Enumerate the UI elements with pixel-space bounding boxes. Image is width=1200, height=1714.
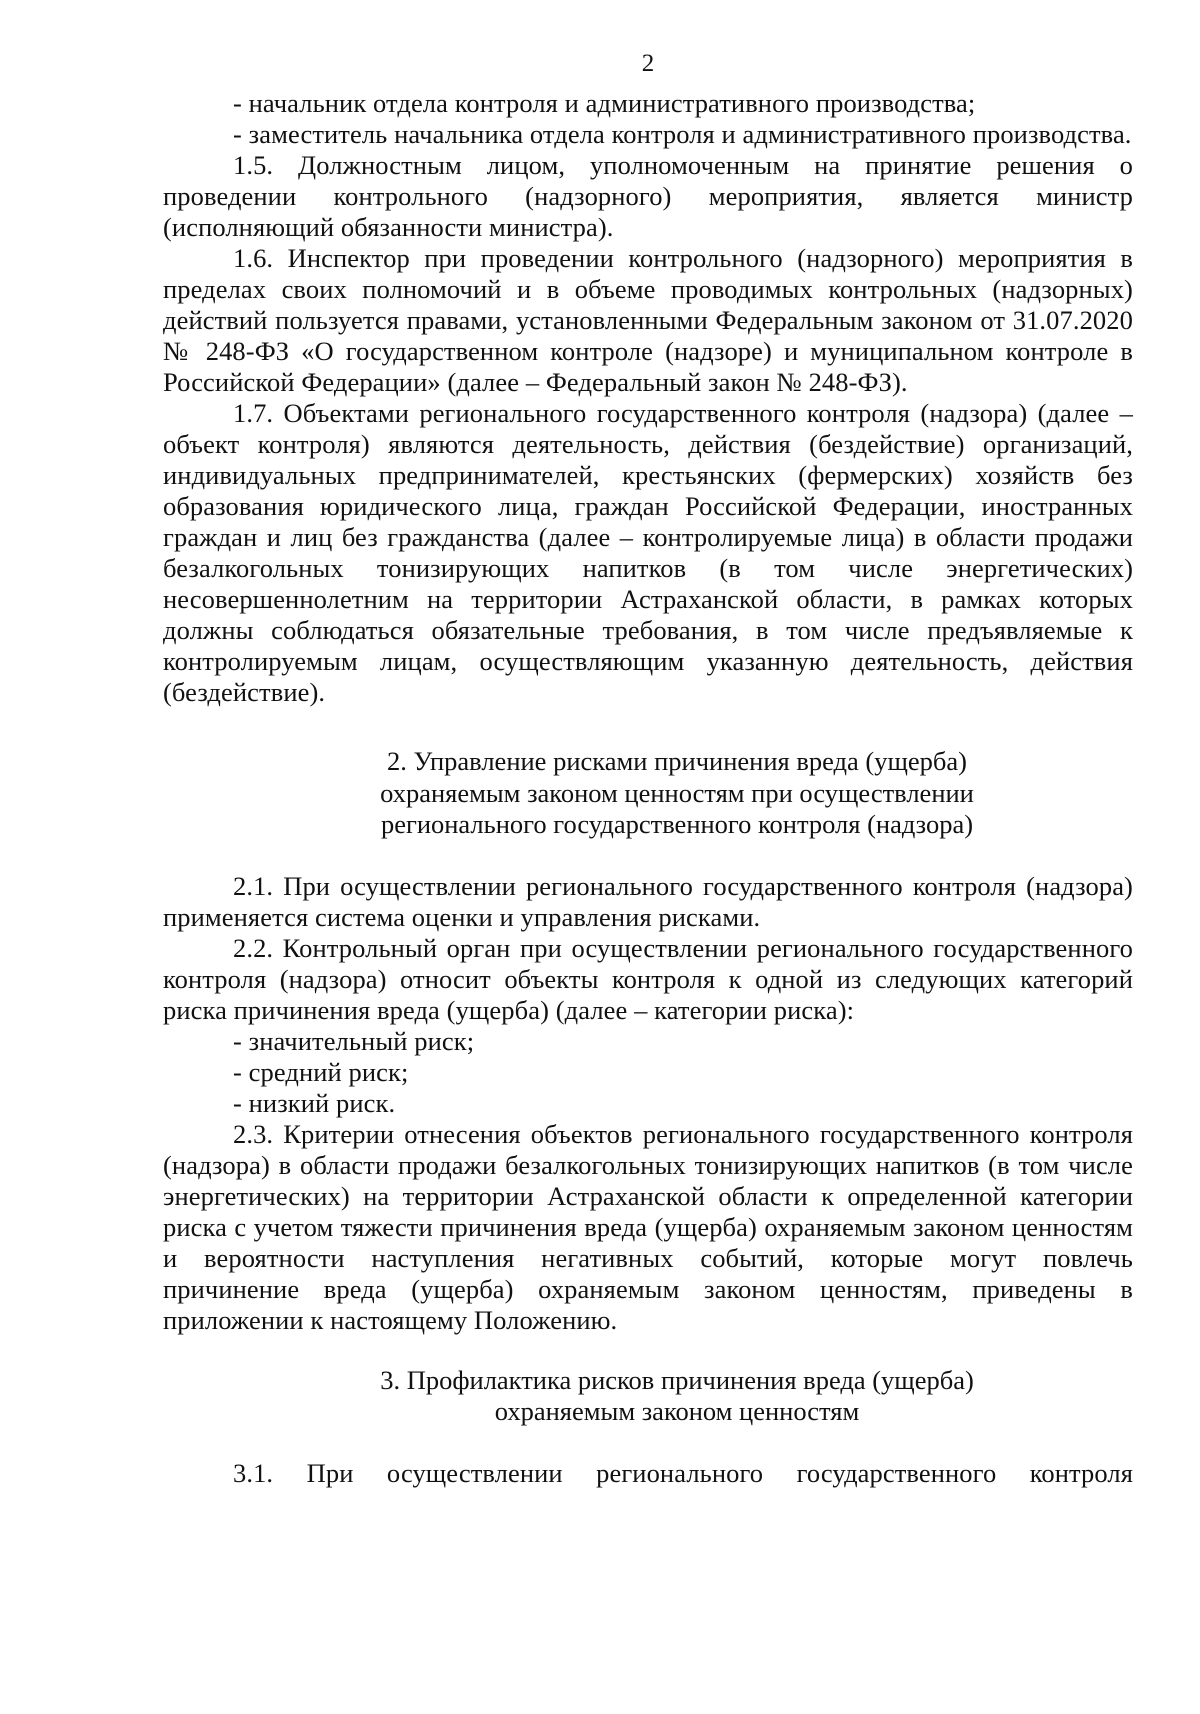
paragraph-2-2: 2.2. Контрольный орган при осуществлении регионального государственного контроля (надзора) относит объекты контроля к одной из следующих категорий риска причинения вреда (ущерба) (далее – категории риска): <box>163 932 1133 1025</box>
section-heading-line: охраняемым законом ценностям при осуществлении <box>380 777 974 808</box>
section-heading-line: охраняемым законом ценностям <box>494 1396 860 1426</box>
paragraph-1-5: 1.5. Должностным лицом, уполномоченным на принятие решения о проведении контрольного (надзорного) мероприятия, является министр (исполняющий обязанности министра). <box>163 150 1133 242</box>
section-heading-line: 3. Профилактика рисков причинения вреда (ущерба) <box>380 1364 974 1395</box>
section-heading-line: 2. Управление рисками причинения вреда (ущерба) <box>387 746 967 776</box>
paragraph-list-item: - начальник отдела контроля и административного производства; <box>233 88 976 118</box>
paragraph-3-1: 3.1. При осуществлении регионального государственного контроля <box>233 1457 1133 1488</box>
document-page <box>163 48 1133 1489</box>
paragraph-2-1: 2.1. При осуществлении регионального государственного контроля (надзора) применяется система оценки и управления рисками. <box>163 870 1133 932</box>
paragraph-1-6: 1.6. Инспектор при проведении контрольного (надзорного) мероприятия в пределах своих полномочий и в объеме проводимых контрольных (надзорных) действий пользуется правами, установленными Федеральным законом от 31.07.2020 № 248-ФЗ «О государственном контроле (надзоре) и муниципальном контроле в Российской Федерации» (далее – Федеральный закон № 248-ФЗ). <box>163 243 1133 397</box>
paragraph-list-item: - средний риск; <box>233 1056 409 1087</box>
section-heading-2 <box>163 746 1133 841</box>
paragraph-2-3: 2.3. Критерии отнесения объектов регионального государственного контроля (надзора) в области продажи безалкогольных тонизирующих напитков (в том числе энергетических) на территории Астраханской области к определенной категории риска с учетом тяжести причинения вреда (ущерба) охраняемым законом ценностям и вероятности наступления негативных событий, которые могут повлечь причинение вреда (ущерба) охраняемым законом ценностям, приведены в приложении к настоящему Положению. <box>163 1118 1133 1335</box>
section-heading-3 <box>163 1365 1133 1428</box>
paragraph-list-item: - значительный риск; <box>233 1025 475 1056</box>
paragraph-list-item: - заместитель начальника отдела контроля и административного производства. <box>233 119 1132 149</box>
page-number: 2 <box>641 50 655 77</box>
paragraph-1-7: 1.7. Объектами регионального государственного контроля (надзора) (далее – объект контроля) являются деятельность, действия (бездействие) организаций, индивидуальных предпринимателей, крестьянских (фермерских) хозяйств без образования юридического лица, граждан Российской Федерации, иностранных граждан и лиц без гражданства (далее – контролируемые лица) в области продажи безалкогольных тонизирующих напитков (в том числе энергетических) несовершеннолетним на территории Астраханской области, в рамках которых должны соблюдаться обязательные требования, в том числе предъявляемые к контролируемым лицам, осуществляющим указанную деятельность, действия (бездействие). <box>163 398 1133 707</box>
paragraph-list-item: - низкий риск. <box>233 1087 396 1118</box>
section-heading-line: регионального государственного контроля (надзора) <box>380 809 974 839</box>
